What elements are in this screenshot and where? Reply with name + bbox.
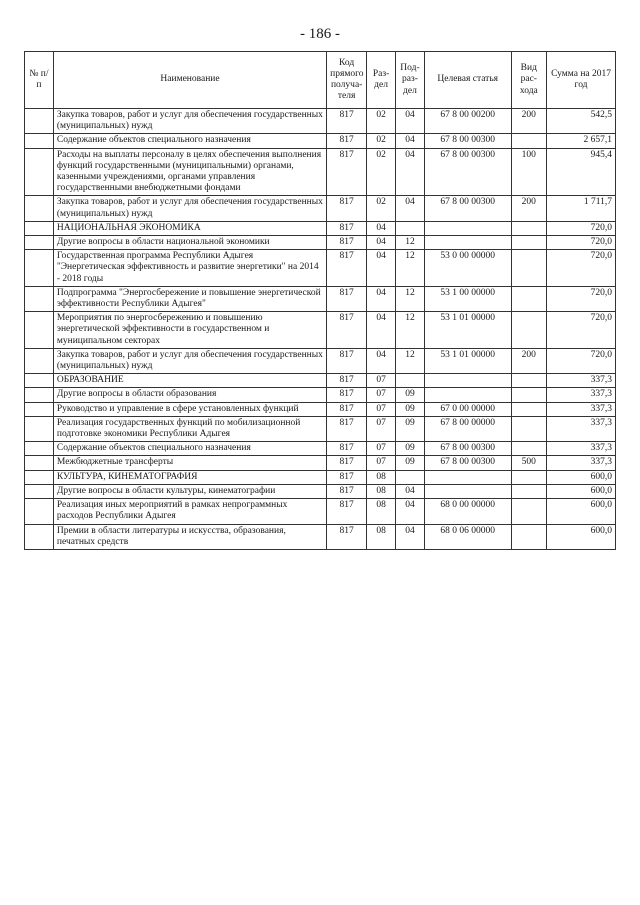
row-grbs-code: 817: [327, 221, 367, 235]
row-subsection-code: 04: [396, 524, 425, 549]
table-row: [25, 524, 616, 549]
row-grbs-code: 817: [327, 236, 367, 250]
row-name: Другие вопросы в области национальной экономики: [53, 236, 326, 250]
row-subsection-code: 12: [396, 286, 425, 311]
row-target-article: 67 8 00 00200: [424, 109, 511, 134]
row-sum: 337,3: [547, 416, 616, 441]
row-grbs-code: 817: [327, 148, 367, 196]
header-name: Наименование: [53, 52, 326, 109]
table-row: [25, 416, 616, 441]
row-grbs-code: 817: [327, 196, 367, 221]
row-sum: 720,0: [547, 286, 616, 311]
row-grbs-code: 817: [327, 250, 367, 287]
row-name: Содержание объектов специального назначения: [53, 442, 326, 456]
row-number: [25, 374, 54, 388]
row-expense-type: 200: [511, 196, 547, 221]
row-sum: 720,0: [547, 236, 616, 250]
table-row: [25, 134, 616, 148]
row-expense-type: 200: [511, 109, 547, 134]
row-section-code: 04: [367, 236, 396, 250]
row-expense-type: [511, 250, 547, 287]
row-number: [25, 388, 54, 402]
row-name: Закупка товаров, работ и услуг для обеспечения государственных (муниципальных) нужд: [53, 348, 326, 373]
row-section-code: 08: [367, 499, 396, 524]
row-name: Руководство и управление в сфере установленных функций: [53, 402, 326, 416]
row-section-code: 02: [367, 196, 396, 221]
row-name: Подпрограмма "Энергосбережение и повышение энергетической эффективности Республики Адыгея": [53, 286, 326, 311]
row-name: Закупка товаров, работ и услуг для обеспечения государственных (муниципальных) нужд: [53, 109, 326, 134]
row-number: [25, 402, 54, 416]
row-expense-type: 500: [511, 456, 547, 470]
row-number: [25, 196, 54, 221]
row-expense-type: [511, 221, 547, 235]
table-row: [25, 484, 616, 498]
row-expense-type: [511, 416, 547, 441]
table-row: [25, 196, 616, 221]
budget-table: [24, 51, 616, 550]
row-grbs-code: 817: [327, 109, 367, 134]
row-subsection-code: 12: [396, 236, 425, 250]
row-grbs-code: 817: [327, 402, 367, 416]
row-sum: 600,0: [547, 524, 616, 549]
row-section-code: 07: [367, 402, 396, 416]
row-target-article: [424, 221, 511, 235]
row-section-code: 07: [367, 388, 396, 402]
row-sum: 600,0: [547, 484, 616, 498]
row-section-code: 08: [367, 524, 396, 549]
row-number: [25, 499, 54, 524]
row-name: Премии в области литературы и искусства, образования, печатных средств: [53, 524, 326, 549]
table-row: [25, 388, 616, 402]
table-row: [25, 286, 616, 311]
header-sum: Сумма на 2017 год: [547, 52, 616, 109]
row-sum: 945,4: [547, 148, 616, 196]
row-number: [25, 109, 54, 134]
row-subsection-code: 09: [396, 456, 425, 470]
row-expense-type: [511, 286, 547, 311]
row-sum: 542,5: [547, 109, 616, 134]
row-name: Закупка товаров, работ и услуг для обеспечения государственных (муниципальных) нужд: [53, 196, 326, 221]
row-subsection-code: 09: [396, 442, 425, 456]
row-section-code: 02: [367, 134, 396, 148]
row-target-article: 68 0 06 00000: [424, 524, 511, 549]
row-target-article: [424, 388, 511, 402]
row-number: [25, 524, 54, 549]
row-grbs-code: 817: [327, 388, 367, 402]
row-section-code: 07: [367, 442, 396, 456]
row-grbs-code: 817: [327, 499, 367, 524]
row-section-code: 04: [367, 286, 396, 311]
row-name: Другие вопросы в области культуры, кинематографии: [53, 484, 326, 498]
row-subsection-code: 09: [396, 402, 425, 416]
row-expense-type: 200: [511, 348, 547, 373]
row-name: КУЛЬТУРА, КИНЕМАТОГРАФИЯ: [53, 470, 326, 484]
row-expense-type: [511, 134, 547, 148]
row-sum: 337,3: [547, 374, 616, 388]
row-section-code: 04: [367, 312, 396, 349]
row-name: НАЦИОНАЛЬНАЯ ЭКОНОМИКА: [53, 221, 326, 235]
table-body: [25, 109, 616, 550]
row-grbs-code: 817: [327, 348, 367, 373]
row-target-article: 68 0 00 00000: [424, 499, 511, 524]
row-grbs-code: 817: [327, 470, 367, 484]
row-subsection-code: 04: [396, 499, 425, 524]
row-section-code: 08: [367, 470, 396, 484]
row-target-article: 67 8 00 00000: [424, 416, 511, 441]
row-target-article: 53 0 00 00000: [424, 250, 511, 287]
row-subsection-code: [396, 221, 425, 235]
row-section-code: 02: [367, 109, 396, 134]
row-subsection-code: [396, 470, 425, 484]
row-name: Мероприятия по энергосбережению и повышению энергетической эффективности в государственном и муниципальном секторах: [53, 312, 326, 349]
row-target-article: 53 1 01 00000: [424, 348, 511, 373]
row-expense-type: [511, 236, 547, 250]
header-expense-type: Вид рас-хода: [511, 52, 547, 109]
row-grbs-code: 817: [327, 484, 367, 498]
table-row: [25, 374, 616, 388]
row-grbs-code: 817: [327, 134, 367, 148]
row-expense-type: [511, 470, 547, 484]
table-row: [25, 456, 616, 470]
table-row: [25, 221, 616, 235]
row-subsection-code: 09: [396, 416, 425, 441]
header-grbs: Код прямого получа-теля: [327, 52, 367, 109]
row-name: ОБРАЗОВАНИЕ: [53, 374, 326, 388]
row-sum: 337,3: [547, 456, 616, 470]
row-subsection-code: 09: [396, 388, 425, 402]
row-number: [25, 348, 54, 373]
row-name: Реализация государственных функций по мобилизационной подготовке экономики Республики Адыгея: [53, 416, 326, 441]
row-grbs-code: 817: [327, 442, 367, 456]
row-target-article: [424, 470, 511, 484]
row-number: [25, 484, 54, 498]
row-number: [25, 148, 54, 196]
row-section-code: 04: [367, 348, 396, 373]
row-expense-type: [511, 374, 547, 388]
table-row: [25, 470, 616, 484]
row-expense-type: [511, 402, 547, 416]
row-target-article: 67 8 00 00300: [424, 442, 511, 456]
row-name: Реализация иных мероприятий в рамках непрограммных расходов Республики Адыгея: [53, 499, 326, 524]
page-number: - 186 -: [300, 26, 340, 42]
row-target-article: 67 8 00 00300: [424, 134, 511, 148]
row-number: [25, 416, 54, 441]
table-row: [25, 402, 616, 416]
row-target-article: 67 0 00 00000: [424, 402, 511, 416]
row-sum: 720,0: [547, 312, 616, 349]
header-no: № п/п: [25, 52, 54, 109]
row-expense-type: 100: [511, 148, 547, 196]
row-sum: 1 711,7: [547, 196, 616, 221]
row-sum: 337,3: [547, 442, 616, 456]
row-grbs-code: 817: [327, 312, 367, 349]
row-section-code: 07: [367, 416, 396, 441]
row-expense-type: [511, 388, 547, 402]
header-target-article: Целевая статья: [424, 52, 511, 109]
table-row: [25, 499, 616, 524]
row-sum: 720,0: [547, 250, 616, 287]
row-grbs-code: 817: [327, 456, 367, 470]
row-sum: 720,0: [547, 221, 616, 235]
row-name: Расходы на выплаты персоналу в целях обеспечения выполнения функций государственными (муниципальными) органами, казенными учреждениями, органами управления государственными внебюджетными фондами: [53, 148, 326, 196]
row-target-article: [424, 484, 511, 498]
row-grbs-code: 817: [327, 374, 367, 388]
row-name: Государственная программа Республики Адыгея "Энергетическая эффективность и развитие энергетики" на 2014 - 2018 годы: [53, 250, 326, 287]
row-number: [25, 250, 54, 287]
row-subsection-code: 04: [396, 484, 425, 498]
row-subsection-code: 04: [396, 134, 425, 148]
header-section: Раз-дел: [367, 52, 396, 109]
row-sum: 2 657,1: [547, 134, 616, 148]
table-row: [25, 348, 616, 373]
header-row: [25, 52, 616, 109]
row-subsection-code: 04: [396, 196, 425, 221]
row-section-code: 07: [367, 374, 396, 388]
table-row: [25, 250, 616, 287]
row-grbs-code: 817: [327, 416, 367, 441]
row-expense-type: [511, 442, 547, 456]
row-number: [25, 442, 54, 456]
table-row: [25, 148, 616, 196]
row-section-code: 02: [367, 148, 396, 196]
row-expense-type: [511, 312, 547, 349]
row-section-code: 07: [367, 456, 396, 470]
row-name: Содержание объектов специального назначения: [53, 134, 326, 148]
header-subsection: Под-раз-дел: [396, 52, 425, 109]
row-name: Межбюджетные трансферты: [53, 456, 326, 470]
row-target-article: [424, 236, 511, 250]
row-subsection-code: 12: [396, 312, 425, 349]
row-expense-type: [511, 484, 547, 498]
row-subsection-code: [396, 374, 425, 388]
row-target-article: 53 1 00 00000: [424, 286, 511, 311]
row-subsection-code: 04: [396, 109, 425, 134]
row-number: [25, 470, 54, 484]
row-target-article: 67 8 00 00300: [424, 456, 511, 470]
row-expense-type: [511, 524, 547, 549]
row-section-code: 08: [367, 484, 396, 498]
row-number: [25, 221, 54, 235]
row-sum: 600,0: [547, 470, 616, 484]
row-grbs-code: 817: [327, 524, 367, 549]
row-sum: 600,0: [547, 499, 616, 524]
row-sum: 337,3: [547, 402, 616, 416]
row-number: [25, 312, 54, 349]
table-row: [25, 109, 616, 134]
row-sum: 720,0: [547, 348, 616, 373]
table-row: [25, 442, 616, 456]
table-row: [25, 312, 616, 349]
row-number: [25, 286, 54, 311]
row-section-code: 04: [367, 250, 396, 287]
row-subsection-code: 04: [396, 148, 425, 196]
row-target-article: [424, 374, 511, 388]
row-section-code: 04: [367, 221, 396, 235]
row-number: [25, 134, 54, 148]
row-name: Другие вопросы в области образования: [53, 388, 326, 402]
table-header: [25, 52, 616, 109]
table-row: [25, 236, 616, 250]
row-subsection-code: 12: [396, 250, 425, 287]
row-number: [25, 236, 54, 250]
row-target-article: 67 8 00 00300: [424, 148, 511, 196]
row-number: [25, 456, 54, 470]
row-expense-type: [511, 499, 547, 524]
row-subsection-code: 12: [396, 348, 425, 373]
row-grbs-code: 817: [327, 286, 367, 311]
row-target-article: 53 1 01 00000: [424, 312, 511, 349]
row-target-article: 67 8 00 00300: [424, 196, 511, 221]
row-sum: 337,3: [547, 388, 616, 402]
